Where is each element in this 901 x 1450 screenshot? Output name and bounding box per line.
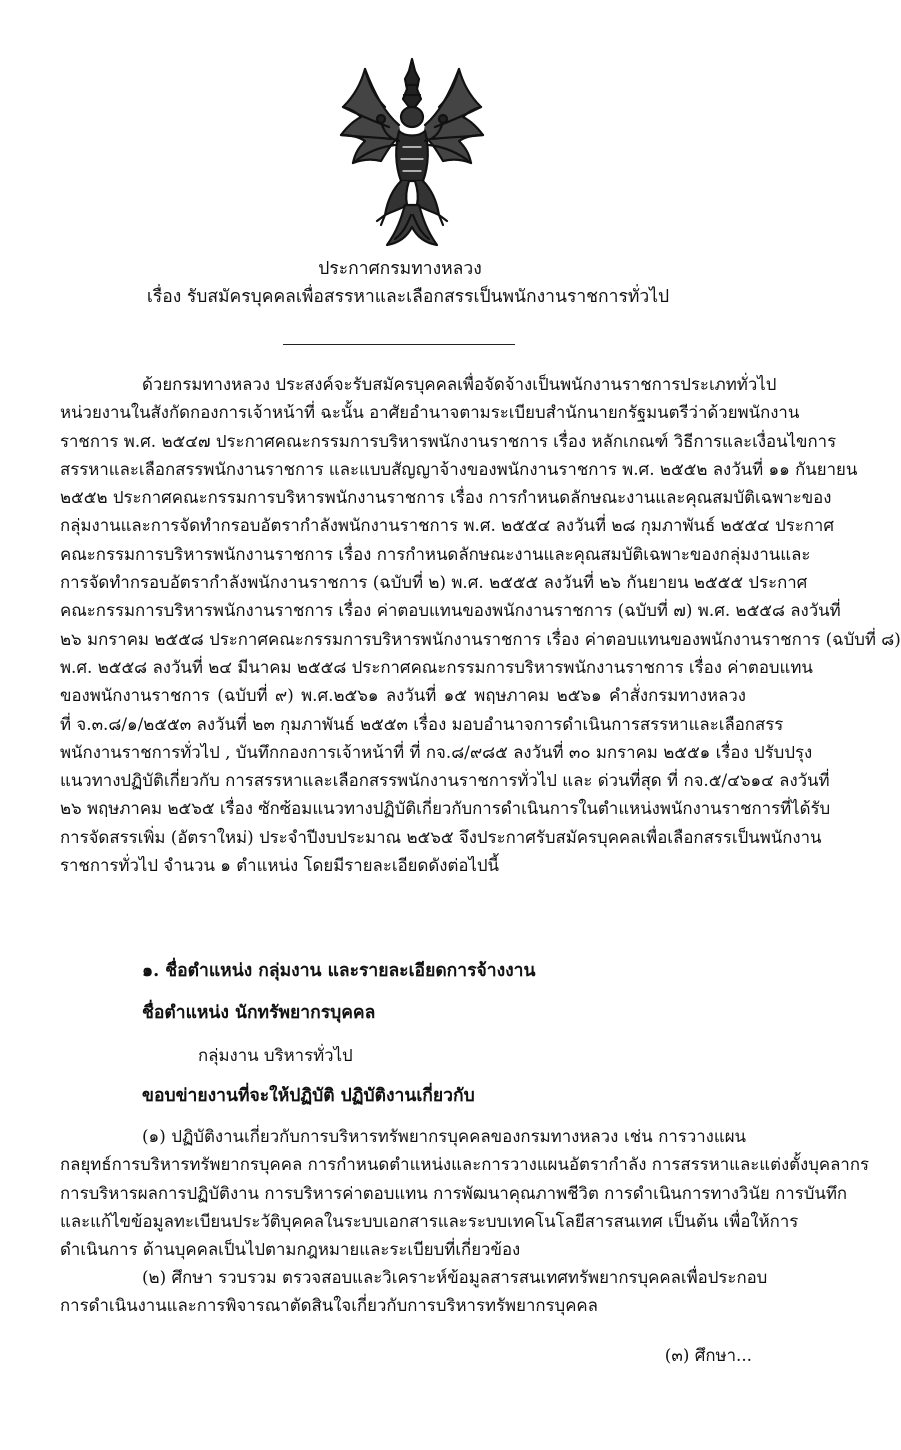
duty-scope-heading: ขอบข่ายงานที่จะให้ปฏิบัติ ปฏิบัติงานเกี่ยวกับ: [142, 1086, 475, 1106]
text-line: ของพนักงานราชการ (ฉบับที่ ๙) พ.ศ.๒๕๖๑ ลงวันที่ ๑๕ พฤษภาคม ๒๕๖๑ คำสั่งกรมทางหลวง: [60, 685, 746, 706]
duty-item-2: [60, 1263, 768, 1320]
text-line: การจัดทำกรอบอัตรากำลังพนักงานราชการ (ฉบับที่ ๒) พ.ศ. ๒๕๕๕ ลงวันที่ ๒๖ กันยายน ๒๕๕๕ ประกาศ: [60, 572, 808, 593]
title-divider: [283, 344, 515, 345]
text-line: ที่ จ.๓.๘/๑/๒๕๕๓ ลงวันที่ ๒๓ กุมภาพันธ์ ๒๕๕๓ เรื่อง มอบอำนาจการดำเนินการสรรหาและเลือกสรร: [60, 713, 784, 734]
text-line: ด้วยกรมทางหลวง ประสงค์จะรับสมัครบุคคลเพื่อจัดจ้างเป็นพนักงานราชการประเภททั่วไป: [142, 374, 777, 394]
text-line: สรรหาและเลือกสรรพนักงานราชการ และแบบสัญญาจ้างของพนักงานราชการ พ.ศ. ๒๕๕๒ ลงวันที่ ๑๑ กันยายน: [60, 458, 858, 479]
text-line: การจัดสรรเพิ่ม (อัตราใหม่) ประจำปีงบประมาณ ๒๕๖๕ จึงประกาศรับสมัครบุคคลเพื่อเลือกสรรเป็นพนักงาน: [60, 826, 822, 847]
text-line: และแก้ไขข้อมูลทะเบียนประวัติบุคคลในระบบเอกสารและระบบเทคโนโลยีสารสนเทศ เป็นต้น เพื่อให้การ: [60, 1210, 799, 1231]
text-line: การดำเนินงานและการพิจารณาตัดสินใจเกี่ยวกับการบริหารทรัพยากรบุคคล: [60, 1295, 598, 1316]
text-line: แนวทางปฏิบัติเกี่ยวกับ การสรรหาและเลือกสรรพนักงานราชการทั่วไป และ ด่วนที่สุด ที่ กจ.๕/๔๖๑๔ ลงวันที่: [60, 770, 830, 791]
text-line: ๒๖ พฤษภาคม ๒๕๖๕ เรื่อง ซักซ้อมแนวทางปฏิบัติเกี่ยวกับการดำเนินการในตำแหน่งพนักงานราชการที่ได้รับ: [60, 798, 831, 819]
position-name: ชื่อตำแหน่ง นักทรัพยากรบุคคล: [142, 1003, 376, 1023]
section-1-heading: ๑. ชื่อตำแหน่ง กลุ่มงาน และรายละเอียดการจ้างงาน: [142, 961, 536, 981]
text-line: หน่วยงานในสังกัดกองการเจ้าหน้าที่ ฉะนั้น อาศัยอำนาจตามระเบียบสำนักนายกรัฐมนตรีว่าด้วยพนักงาน: [60, 402, 800, 423]
text-line: (๑) ปฏิบัติงานเกี่ยวกับการบริหารทรัพยากรบุคคลของกรมทางหลวง เช่น การวางแผน: [142, 1126, 746, 1146]
continuation-marker: (๓) ศึกษา...: [664, 1345, 752, 1365]
text-line: (๒) ศึกษา รวบรวม ตรวจสอบและวิเคราะห์ข้อมูลสารสนเทศทรัพยากรบุคคลเพื่อประกอบ: [142, 1267, 768, 1287]
text-line: พนักงานราชการทั่วไป , บันทึกกองการเจ้าหน้าที่ ที่ กจ.๘/๙๘๕ ลงวันที่ ๓๐ มกราคม ๒๕๕๑ เรื่อง ปรับปรุง: [60, 741, 813, 762]
garuda-emblem-icon: [335, 55, 490, 255]
text-line: กลุ่มงานและการจัดทำกรอบอัตรากำลังพนักงานราชการ พ.ศ. ๒๕๕๔ ลงวันที่ ๒๘ กุมภาพันธ์ ๒๕๕๔ ประกาศ: [60, 515, 834, 536]
text-line: คณะกรรมการบริหารพนักงานราชการ เรื่อง การกำหนดลักษณะงานและคุณสมบัติเฉพาะของกลุ่มงานและ: [60, 543, 811, 564]
text-line: พ.ศ. ๒๕๕๘ ลงวันที่ ๒๔ มีนาคม ๒๕๕๘ ประกาศคณะกรรมการบริหารพนักงานราชการ เรื่อง ค่าตอบแทน: [60, 656, 813, 677]
preamble-paragraph: [60, 370, 901, 879]
announcement-subject: เรื่อง รับสมัครบุคคลเพื่อสรรหาและเลือกสรรเป็นพนักงานราชการทั่วไป: [146, 287, 670, 307]
duty-item-1: [60, 1122, 870, 1263]
text-line: คณะกรรมการบริหารพนักงานราชการ เรื่อง ค่าตอบแทนของพนักงานราชการ (ฉบับที่ ๗) พ.ศ. ๒๕๕๘ ลงวันที่: [60, 600, 841, 621]
job-group: กลุ่มงาน บริหารทั่วไป: [198, 1045, 353, 1065]
text-line: ดำเนินการ ด้านบุคคลเป็นไปตามกฎหมายและระเบียบที่เกี่ยวข้อง: [60, 1239, 521, 1260]
announcement-title: ประกาศกรมทางหลวง: [318, 259, 482, 279]
text-line: การบริหารผลการปฏิบัติงาน การบริหารค่าตอบแทน การพัฒนาคุณภาพชีวิต การดำเนินการทางวินัย การบันทึก: [60, 1182, 848, 1203]
text-line: ราชการทั่วไป จำนวน ๑ ตำแหน่ง โดยมีรายละเอียดดังต่อไปนี้: [60, 855, 500, 876]
text-line: กลยุทธ์การบริหารทรัพยากรบุคคล การกำหนดตำแหน่งและการวางแผนอัตรากำลัง การสรรหาและแต่งตั้งบุคลากร: [60, 1154, 870, 1175]
text-line: ๒๖ มกราคม ๒๕๕๘ ประกาศคณะกรรมการบริหารพนักงานราชการ เรื่อง ค่าตอบแทนของพนักงานราชการ (ฉบับที่ ๘): [60, 628, 901, 649]
text-line: ราชการ พ.ศ. ๒๕๔๗ ประกาศคณะกรรมการบริหารพนักงานราชการ เรื่อง หลักเกณฑ์ วิธีการและเงื่อนไขการ: [60, 430, 837, 451]
text-line: ๒๕๕๒ ประกาศคณะกรรมการบริหารพนักงานราชการ เรื่อง การกำหนดลักษณะงานและคุณสมบัติเฉพาะของ: [60, 487, 832, 508]
